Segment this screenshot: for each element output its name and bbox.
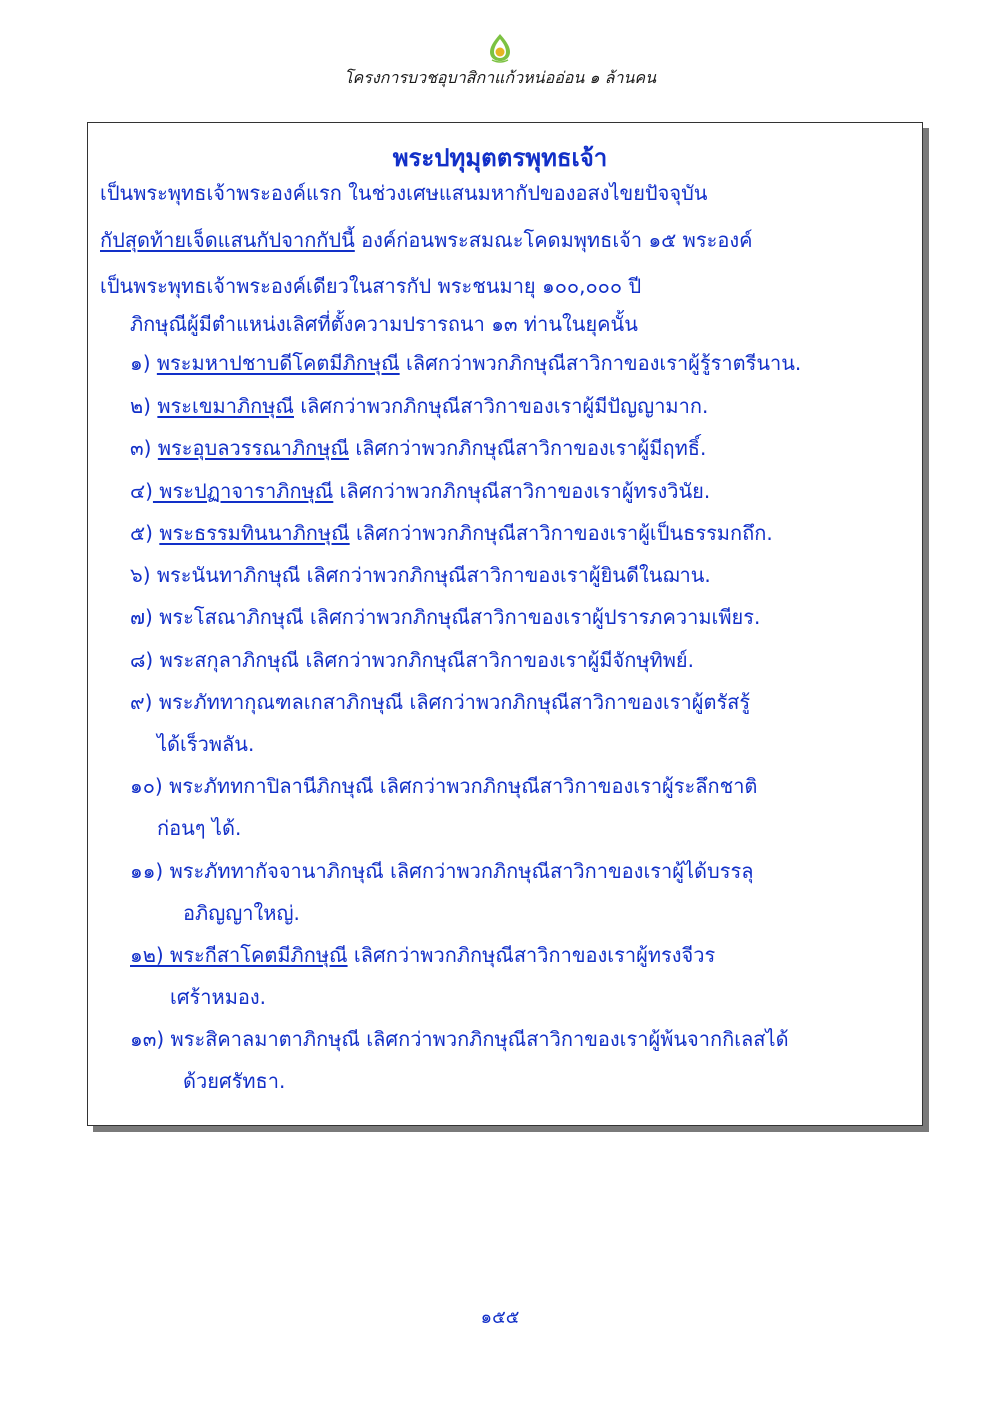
item-number: ๗) [130, 605, 153, 629]
intro-line-3: เป็นพระพุทธเจ้าพระองค์เดียวในสารกัป พระชนมายุ ๑๐๐,๐๐๐ ปี [100, 274, 642, 298]
page-number: ๑๕๕ [480, 1307, 520, 1328]
list-item [130, 648, 694, 672]
item-desc: เลิศกว่าพวกภิกษุณีสาวิกาของเราผู้มีฤทธิ์. [349, 436, 707, 460]
item-text: พระภัททากัจจานาภิกษุณี เลิศกว่าพวกภิกษุณีสาวิกาของเราผู้ได้บรรลุ [169, 859, 754, 883]
list-item-continuation: อภิญญาใหญ่. [183, 901, 300, 925]
list-item [130, 521, 773, 545]
list-item [130, 479, 710, 503]
list-item [130, 1027, 789, 1051]
list-item [130, 774, 757, 798]
page-header: โครงการบวชอุบาสิกาแก้วหน่ออ่อน ๑ ล้านคน [343, 68, 657, 87]
intro-line-2 [100, 228, 752, 252]
item-text: พระสิคาลมาตาภิกษุณี เลิศกว่าพวกภิกษุณีสาวิกาของเราผู้พ้นจากกิเลสได้ [170, 1027, 789, 1051]
item-text: พระภัททกาปิลานีภิกษุณี เลิศกว่าพวกภิกษุณีสาวิกาของเราผู้ระลึกชาติ [169, 774, 758, 798]
item-name: พระมหาปชาบดีโคตมีภิกษุณี [156, 351, 400, 375]
intro-line-2-underlined: กัปสุดท้ายเจ็ดแสนกัปจากกัปนี้ [100, 228, 355, 252]
project-logo-icon [487, 33, 513, 63]
item-desc: เลิศกว่าพวกภิกษุณีสาวิกาของเราผู้ทรงวินัย. [333, 479, 711, 503]
item-text: พระนันทาภิกษุณี เลิศกว่าพวกภิกษุณีสาวิกาของเราผู้ยินดีในฌาน. [156, 563, 711, 587]
item-number: ๑) [130, 351, 151, 375]
list-item-continuation: ก่อนๆ ได้. [157, 816, 242, 840]
item-number: ๘) [130, 648, 154, 672]
item-number: ๙) [130, 690, 153, 714]
item-name: พระเขมาภิกษุณี [157, 394, 294, 418]
item-desc: เลิศกว่าพวกภิกษุณีสาวิกาของเราผู้รู้ราตรีนาน. [399, 351, 802, 375]
item-text: พระภัททากุณฑลเกสาภิกษุณี เลิศกว่าพวกภิกษุณีสาวิกาของเราผู้ตรัสรู้ [158, 690, 751, 714]
item-text: พระสกุลาภิกษุณี เลิศกว่าพวกภิกษุณีสาวิกาของเราผู้มีจักษุทิพย์. [159, 648, 694, 672]
list-item [130, 563, 711, 587]
item-number: ๑๓) [130, 1027, 165, 1051]
item-desc: เลิศกว่าพวกภิกษุณีสาวิกาของเราผู้ทรงจีวร [347, 943, 716, 967]
list-item [130, 394, 708, 418]
item-name: พระปฏาจาราภิกษุณี [152, 479, 334, 503]
list-item [130, 351, 801, 375]
list-item [130, 859, 753, 883]
intro-line-2-rest: องค์ก่อนพระสมณะโคดมพุทธเจ้า ๑๕ พระองค์ [354, 228, 753, 252]
item-name: ๑๒) พระกีสาโคตมีภิกษุณี [130, 943, 348, 967]
item-number: ๕) [130, 521, 153, 545]
list-item-continuation: ได้เร็วพลัน. [157, 732, 255, 756]
list-item-continuation: ด้วยศรัทธา. [183, 1069, 286, 1093]
item-number: ๖) [130, 563, 151, 587]
intro-line-1: เป็นพระพุทธเจ้าพระองค์แรก ในช่วงเศษแสนมหากัปของอสงไขยปัจจุบัน [100, 181, 708, 205]
list-item [130, 436, 706, 460]
list-item [130, 690, 750, 714]
item-number: ๓) [130, 436, 152, 460]
list-item [130, 605, 760, 629]
item-name: พระอุบลวรรณาภิกษุณี [157, 436, 350, 460]
list-item [130, 943, 715, 967]
intro-line-4: ภิกษุณีผู้มีตำแหน่งเลิศที่ตั้งความปรารถนา ๑๓ ท่านในยุคนั้น [130, 312, 638, 336]
item-desc: เลิศกว่าพวกภิกษุณีสาวิกาของเราผู้เป็นธรรมกถึก. [349, 521, 773, 545]
item-number: ๒) [130, 394, 151, 418]
item-text: พระโสณาภิกษุณี เลิศกว่าพวกภิกษุณีสาวิกาของเราผู้ปรารภความเพียร. [159, 605, 761, 629]
section-title: พระปทุมุตตรพุทธเจ้า [392, 144, 608, 172]
item-name: พระธรรมทินนาภิกษุณี [159, 521, 350, 545]
list-item-continuation: เศร้าหมอง. [170, 985, 267, 1009]
item-number: ๑๑) [130, 859, 164, 883]
item-number: ๔) [130, 479, 153, 503]
item-desc: เลิศกว่าพวกภิกษุณีสาวิกาของเราผู้มีปัญญามาก. [293, 394, 709, 418]
item-number: ๑๐) [130, 774, 163, 798]
